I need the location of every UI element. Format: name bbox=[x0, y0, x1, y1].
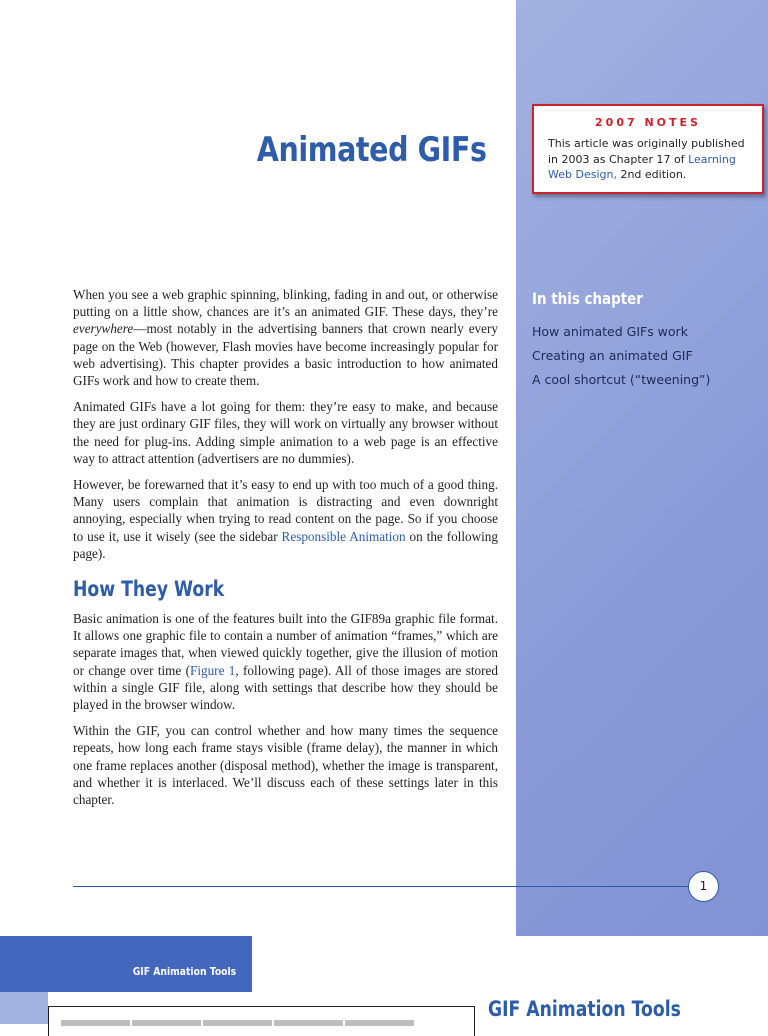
intro-paragraph bbox=[73, 286, 498, 389]
next-page-figure-frame bbox=[48, 1006, 475, 1036]
paragraph: Animated GIFs have a lot going for them: they’re easy to make, and because they are just ordinary GIF files, they will work on virtually any browser without the need for plug-ins. Adding simple animation to a web page is an effective way to attract attention (advertisers are no dummies). bbox=[73, 399, 498, 466]
figure-cell bbox=[203, 1020, 272, 1026]
figure-cell bbox=[345, 1020, 414, 1026]
main-text bbox=[73, 286, 498, 817]
text-run: When you see a web graphic spinning, blinking, fading in and out, or otherwise putting on a little show, chances are it’s an animated GIF. These days, they’re bbox=[73, 287, 498, 320]
next-page-heading: GIF Animation Tools bbox=[488, 997, 681, 1021]
text-run: , following page). All of those images are stored within a single GIF file, along with settings that describe how they should be played in the browser window. bbox=[73, 662, 498, 713]
section-heading: How They Work bbox=[73, 577, 225, 602]
figure-cell bbox=[274, 1020, 343, 1026]
next-page-figure-cells bbox=[61, 1020, 414, 1026]
toc-item[interactable]: A cool shortcut (“tweening”) bbox=[532, 372, 711, 387]
footer-rule bbox=[73, 886, 690, 887]
text-run: —most notably in the advertising banners that crown nearly every page on the Web (however, Flash movies have become increasingly popular for web advertising). This chapter provides a basic introduction to how animated GIFs work and how to create them. bbox=[73, 321, 498, 389]
page-number: 1 bbox=[688, 871, 719, 902]
paragraph: Within the GIF, you can control whether and how many times the sequence repeats, how long each frame stays visible (frame delay), the manner in which one frame replaces another (disposal method), whether the image is transparent, and whether it is interlaced. We’ll discuss each of these settings later in this chapter. bbox=[73, 723, 498, 808]
notes-heading: 2007 NOTES bbox=[595, 116, 701, 129]
text-run: However, be forewarned that it’s easy to end up with too much of a good thing. Many users complain that animation is distracting and even downright annoying, especially when trying to read content on the page. So if you choose to use it, use it wisely (see the sidebar bbox=[73, 477, 498, 544]
sidebar-link[interactable]: Responsible Animation bbox=[281, 528, 406, 544]
next-page-tab bbox=[0, 936, 252, 992]
paragraph bbox=[73, 476, 498, 562]
notes-box bbox=[532, 104, 764, 194]
toc-item[interactable]: How animated GIFs work bbox=[532, 324, 688, 339]
toc-item[interactable]: Creating an animated GIF bbox=[532, 348, 693, 363]
notes-text: This article was originally published in 2003 as Chapter 17 of bbox=[548, 137, 745, 166]
next-page-tab-label: GIF Animation Tools bbox=[132, 965, 236, 978]
toc-heading: In this chapter bbox=[532, 289, 643, 308]
chapter-title: Animated GIFs bbox=[257, 130, 487, 170]
notes-book-link[interactable]: Learning Web Design, bbox=[548, 152, 736, 181]
emphasis: everywhere bbox=[73, 321, 134, 337]
figure-link[interactable]: Figure 1 bbox=[190, 662, 236, 678]
figure-cell bbox=[61, 1020, 130, 1026]
notes-text-end: 2nd edition. bbox=[616, 168, 687, 181]
text-run: Basic animation is one of the features built into the GIF89a graphic file format. It allows one graphic file to contain a number of animation “frames,” which are separate images that, when viewed quickly together, give the illusion of motion or change over time ( bbox=[73, 611, 498, 678]
figure-cell bbox=[132, 1020, 201, 1026]
paragraph bbox=[73, 610, 498, 713]
toc-list bbox=[532, 320, 710, 392]
text-run: on the following page). bbox=[73, 528, 498, 561]
notes-body bbox=[548, 136, 754, 183]
next-page-sidebar-strip bbox=[0, 992, 48, 1024]
